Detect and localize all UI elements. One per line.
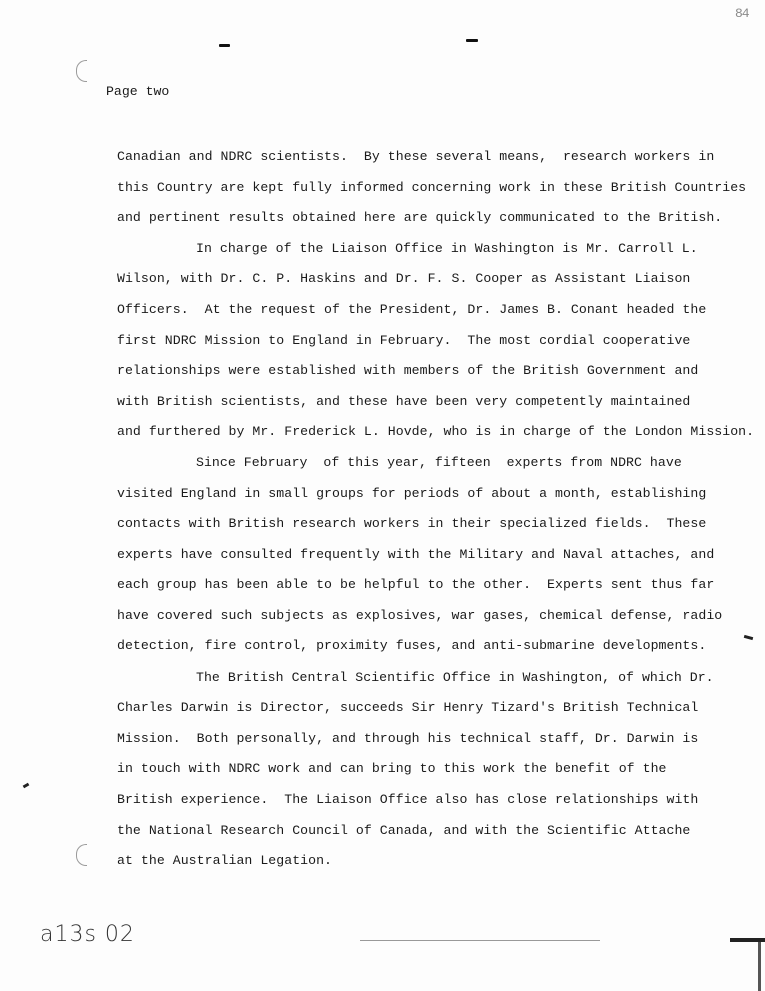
punch-mark bbox=[219, 44, 230, 47]
text-line: and furthered by Mr. Frederick L. Hovde, who is in charge of the London Mission. bbox=[117, 424, 755, 439]
text-line: visited England in small groups for periods of about a month, establishing bbox=[117, 486, 707, 501]
text-line: detection, fire control, proximity fuses, and anti-submarine developments. bbox=[117, 638, 707, 653]
text-line: Canadian and NDRC scientists. By these several means, research workers in bbox=[117, 149, 715, 164]
text-line: this Country are kept fully informed concerning work in these British Countries bbox=[117, 180, 747, 195]
text-line: at the Australian Legation. bbox=[117, 853, 333, 868]
scan-artifact bbox=[744, 635, 753, 640]
text-line: the National Research Council of Canada, and with the Scientific Attache bbox=[117, 823, 691, 838]
text-line: Charles Darwin is Director, succeeds Sir Henry Tizard's British Technical bbox=[117, 700, 699, 715]
scan-artifact bbox=[23, 783, 30, 789]
text-line: The British Central Scientific Office in Washington, of which Dr. bbox=[196, 670, 714, 685]
scan-artifact bbox=[758, 942, 761, 991]
binding-hole-mark bbox=[76, 60, 87, 82]
text-line: relationships were established with members of the British Government and bbox=[117, 363, 699, 378]
folio-number: 84 bbox=[735, 6, 749, 21]
text-line: each group has been able to be helpful to the other. Experts sent thus far bbox=[117, 577, 715, 592]
text-line: in touch with NDRC work and can bring to this work the benefit of the bbox=[117, 761, 667, 776]
text-line: Mission. Both personally, and through his technical staff, Dr. Darwin is bbox=[117, 731, 699, 746]
text-line: and pertinent results obtained here are quickly communicated to the British. bbox=[117, 210, 723, 225]
binding-hole-mark bbox=[76, 844, 87, 866]
text-line: have covered such subjects as explosives, war gases, chemical defense, radio bbox=[117, 608, 723, 623]
text-line: first NDRC Mission to England in February. The most cordial cooperative bbox=[117, 333, 691, 348]
text-line: Officers. At the request of the President, Dr. James B. Conant headed the bbox=[117, 302, 707, 317]
punch-mark bbox=[466, 39, 478, 42]
text-line: Since February of this year, fifteen experts from NDRC have bbox=[196, 455, 682, 470]
text-line: British experience. The Liaison Office also has close relationships with bbox=[117, 792, 699, 807]
scan-artifact-line bbox=[360, 940, 600, 941]
text-line: experts have consulted frequently with the Military and Naval attaches, and bbox=[117, 547, 715, 562]
text-line: contacts with British research workers in their specialized fields. These bbox=[117, 516, 707, 531]
handwritten-annotation: a13s 02 bbox=[40, 922, 135, 947]
page-header: Page two bbox=[106, 84, 170, 99]
text-line: In charge of the Liaison Office in Washington is Mr. Carroll L. bbox=[196, 241, 698, 256]
text-line: Wilson, with Dr. C. P. Haskins and Dr. F. S. Cooper as Assistant Liaison bbox=[117, 271, 691, 286]
text-line: with British scientists, and these have been very competently maintained bbox=[117, 394, 691, 409]
